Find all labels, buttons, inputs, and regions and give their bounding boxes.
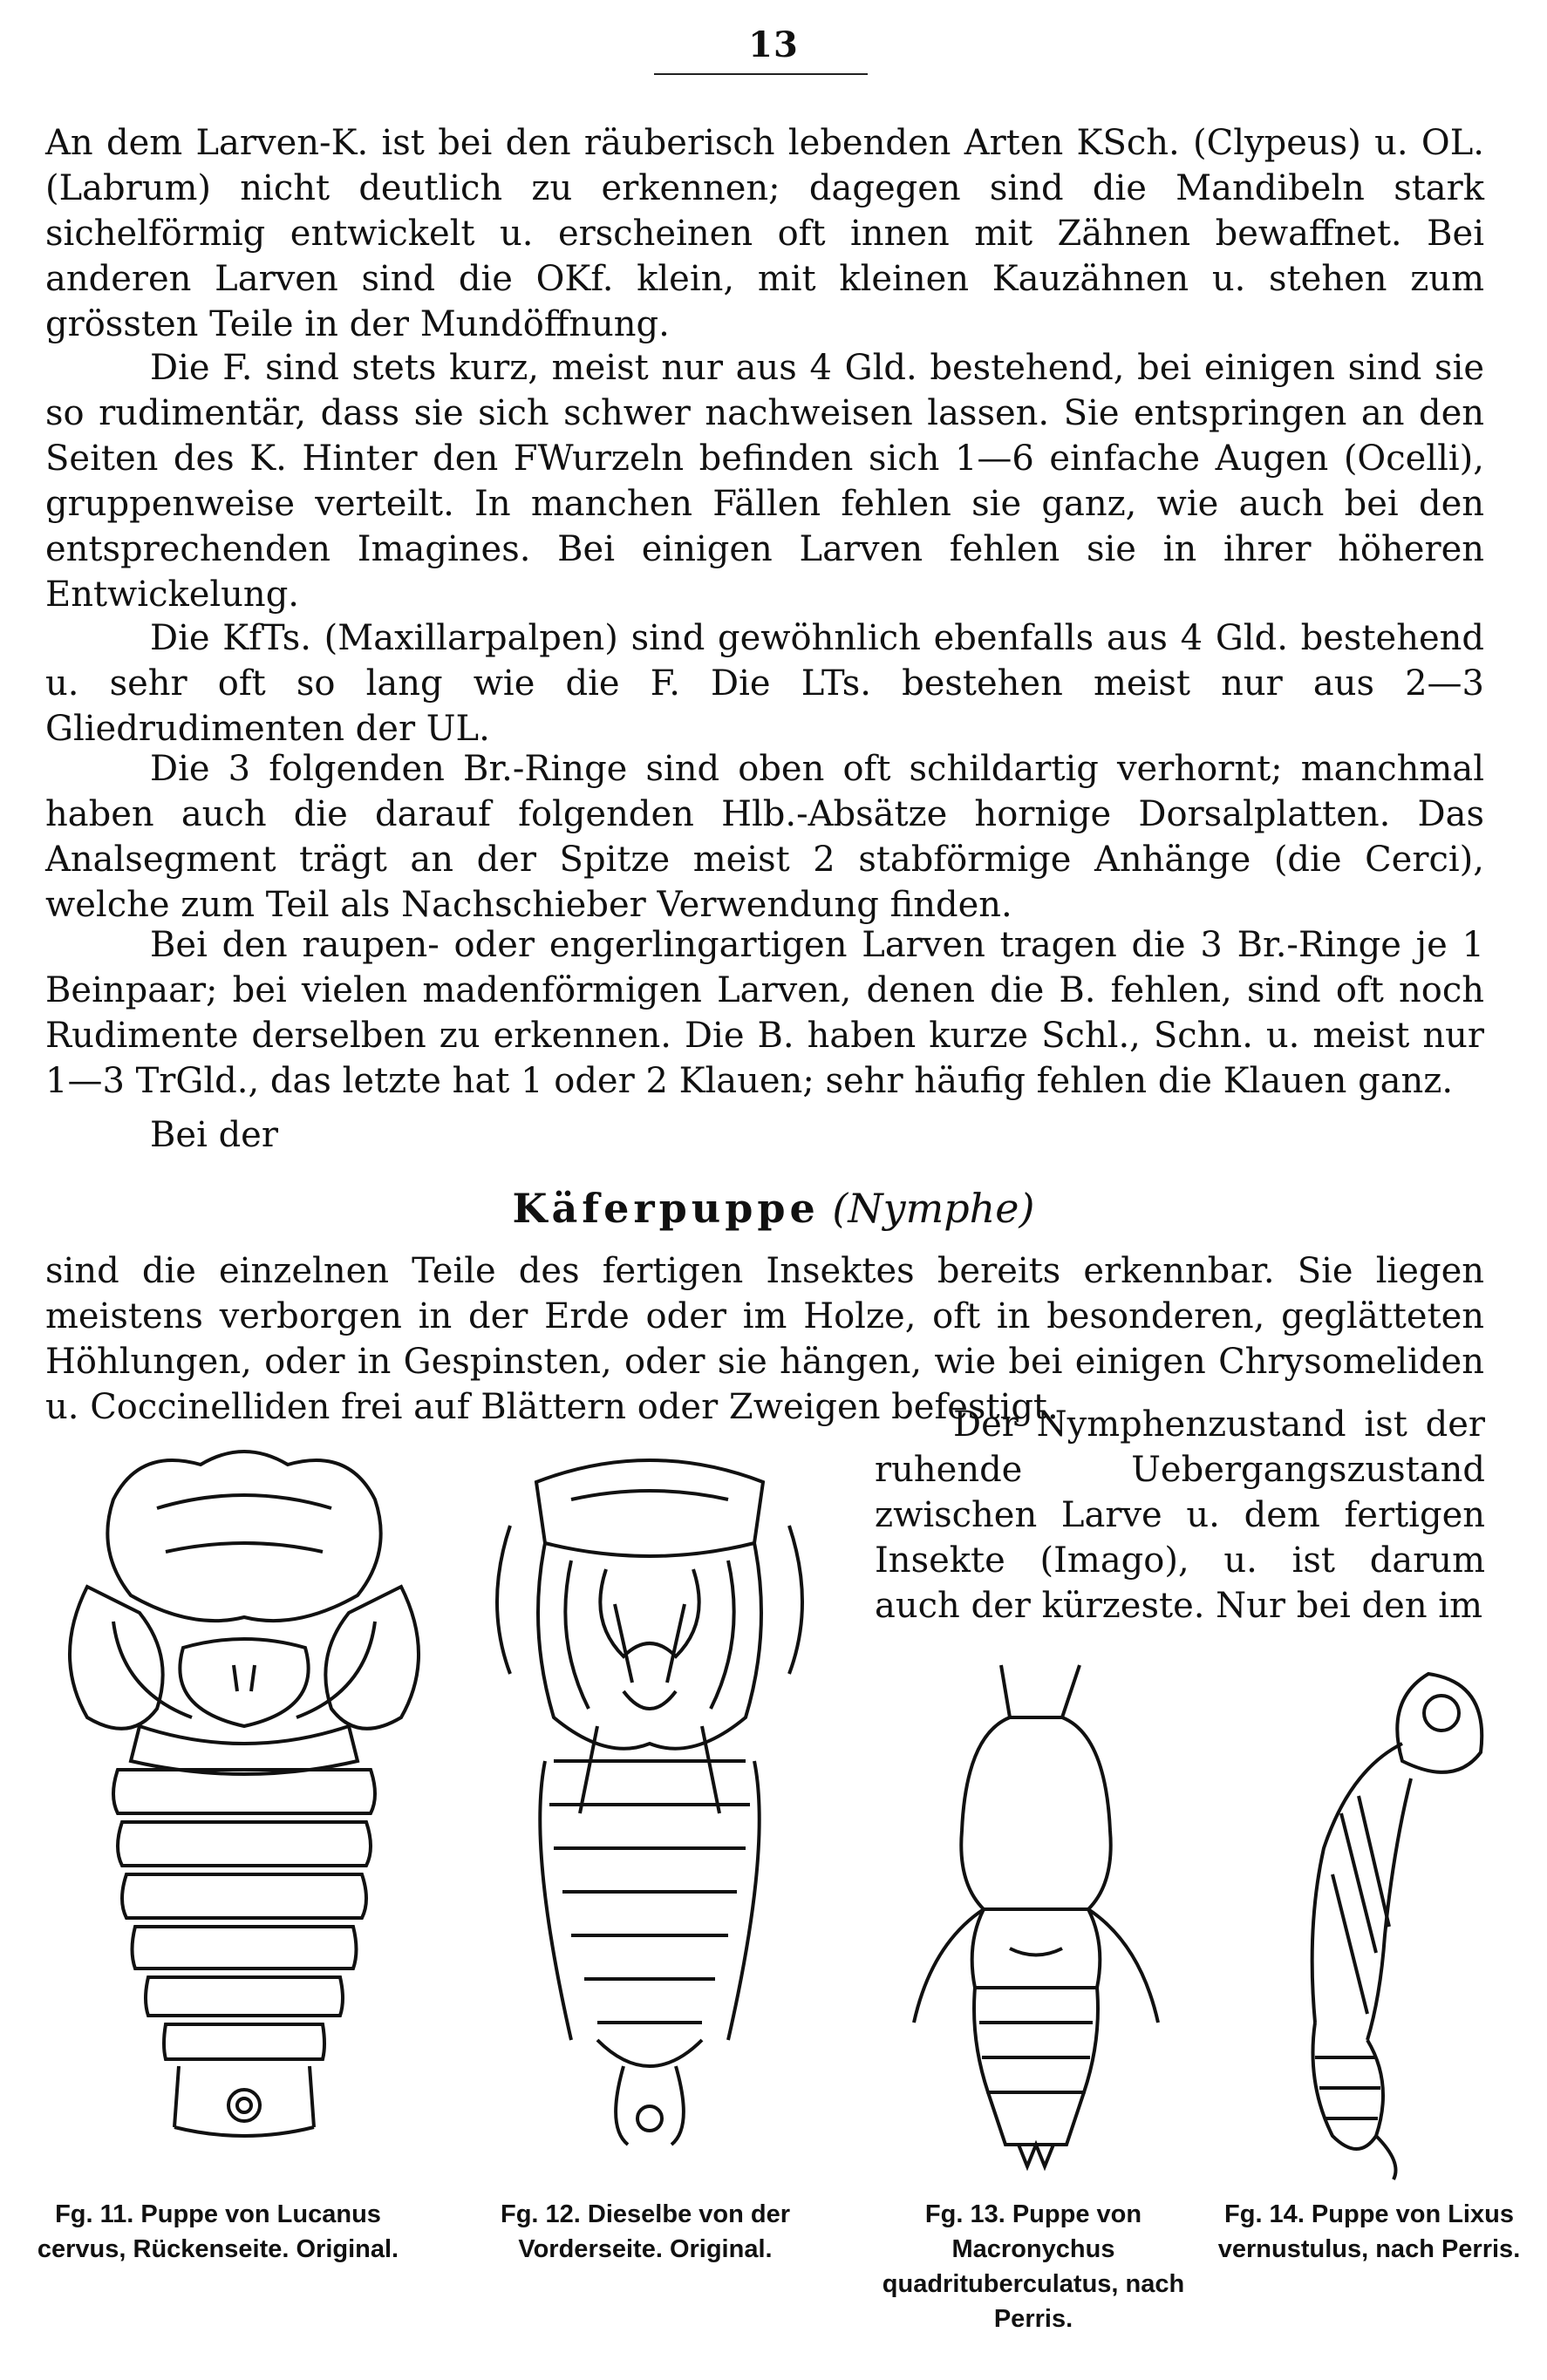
paragraph-thorax [45,746,1484,928]
paragraph-lead-in [45,1112,1484,1158]
paragraph-legs [45,922,1484,1104]
figure-13-caption: Fg. 13. Puppe von Macronychus quadrituberculatus, nach Perris. [882,2200,1185,2333]
page-number: 13 [748,24,799,65]
heading-latin: (Nymphe) [832,1185,1035,1232]
paragraph-text: Die 3 folgenden Br.-Ringe sind oben oft schildartig verhornt; manchmal haben auch die darauf folgenden Hlb.-Absätze hornige Dorsalplatten. Das Analsegment trägt an der Spitze meist 2 stabförmige Anhänge (die Cerci), welche zum Teil als Nachschieber Verwendung finden. [45,749,1484,925]
header-rule [654,73,868,75]
figure-13-illustration [879,1656,1184,2179]
heading-word: Käferpuppe [512,1185,820,1232]
paragraph-text: sind die einzelnen Teile des fertigen Insektes bereits erkennbar. Sie liegen meistens verborgen in der Erde oder im Holze, oft in besonderen, geglätteten Höhlungen, oder in Gespinsten, oder sie hängen, wie bei einigen Chrysomeliden u. Coccinelliden frei auf Blättern oder Zweigen befestigt. [45,1251,1484,1427]
figure-11-caption: Fg. 11. Puppe von Lucanus cervus, Rückenseite. Original. [37,2200,399,2263]
right-column-text [875,1402,1485,1629]
paragraph-text: Die F. sind stets kurz, meist nur aus 4 Gld. bestehend, bei einigen sind sie so rudimentär, dass sie sich schwer nachweisen lassen. Sie entspringen an den Seiten des K. Hinter den FWurzeln befinden sich 1—6 einfache Augen (Ocelli), gruppenweise verteilt. In manchen Fällen fehlen sie ganz, wie auch bei den entsprechenden Imagines. Bei einigen Larven fehlen sie in ihrer höheren Entwickelung. [45,348,1484,615]
figure-11-illustration [35,1430,453,2188]
paragraph-text: Bei der [150,1115,278,1155]
paragraph-text: Der Nymphenzustand ist der ruhende Uebergangszustand zwischen Larve u. dem fertigen Insekte (Imago), u. ist darum auch der kürzeste. Nur bei den im [875,1404,1485,1626]
paragraph-text: An dem Larven-K. ist bei den räuberisch lebenden Arten KSch. (Clypeus) u. OL. (Labrum) nicht deutlich zu erkennen; dagegen sind die Mandibeln stark sichelförmig entwickelt u. erscheinen oft innen mit Zähnen bewaffnet. Bei anderen Larven sind die OKf. klein, mit kleinen Kauzähnen u. stehen zum grössten Teile in der Mundöffnung. [45,123,1484,344]
figure-14-caption: Fg. 14. Puppe von Lixus vernustulus, nach Perris. [1217,2200,1521,2263]
paragraph-text: Die KfTs. (Maxillarpalpen) sind gewöhnlich ebenfalls aus 4 Gld. bestehend u. sehr oft so lang wie die F. Die LTs. bestehen meist nur aus 2—3 Gliedrudimenten der UL. [45,618,1484,749]
figure-12-illustration [475,1430,824,2188]
paragraph-antennae [45,345,1484,617]
paragraph-larval-head [45,120,1484,347]
figure-12-caption: Fg. 12. Dieselbe von der Vorderseite. Original. [501,2200,790,2263]
paragraph-palps [45,615,1484,751]
paragraph-text: Bei den raupen- oder engerlingartigen Larven tragen die 3 Br.-Ringe je 1 Beinpaar; bei vielen madenförmigen Larven, denen die B. fehlen, sind oft noch Rudimente derselben zu erkennen. Die B. haben kurze Schl., Schn. u. meist nur 1—3 TrGld., das letzte hat 1 oder 2 Klauen; sehr häufig fehlen die Klauen ganz. [45,925,1484,1101]
section-heading [0,1182,1547,1234]
figure-14-illustration [1228,1648,1516,2188]
